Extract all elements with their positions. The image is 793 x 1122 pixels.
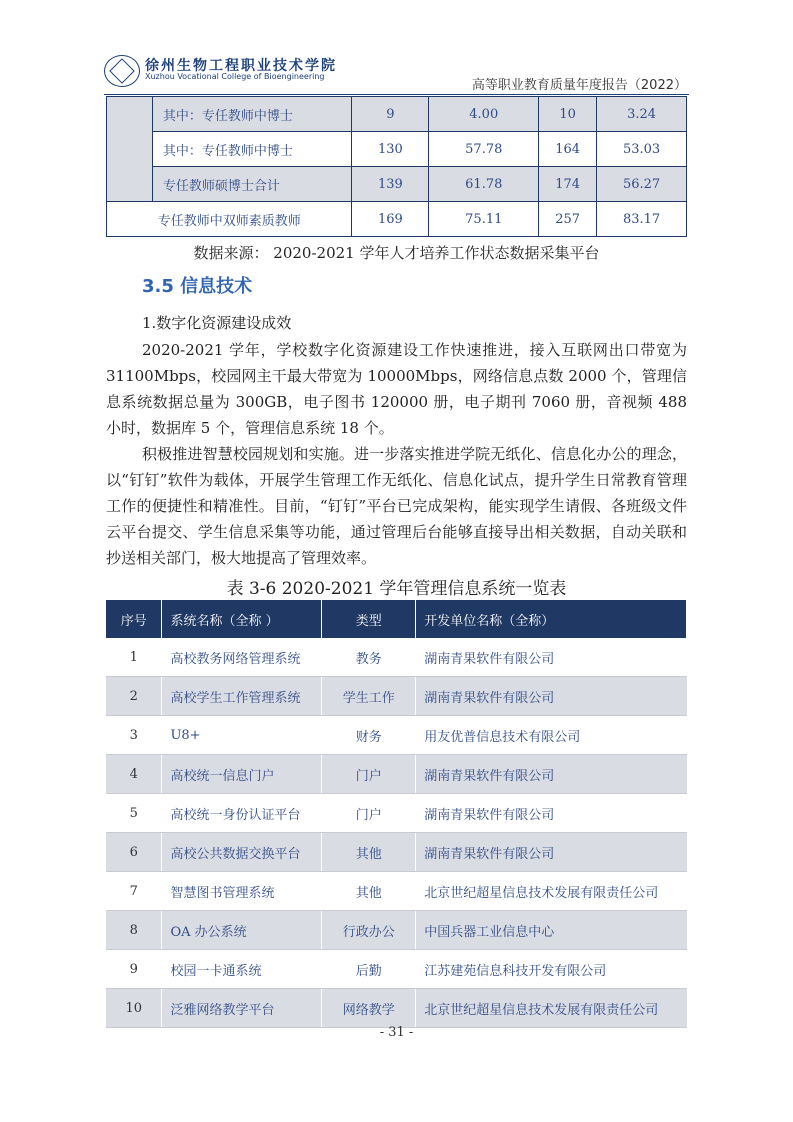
paragraph: 积极推进智慧校园规划和实施。进一步落实推进学院无纸化、信息化办公的理念，以“钉钉”软件为载体，开展学生管理工作无纸化、信息化试点，提升学生日常教育管理工作的便捷性和精准性。目前，“钉钉”平台已完成架构，能实现学生请假、各班级文件云平台提交、学生信息采集等功能，通过管理后台能够直接导出相关数据，自动关联和抄送相关部门，极大地提高了管理效率。 bbox=[106, 445, 687, 567]
cell-value: 169 bbox=[352, 202, 429, 237]
column-header: 系统名称（全称 ） bbox=[162, 600, 322, 638]
table-row bbox=[107, 202, 687, 237]
cell-name: 高校教务网络管理系统 bbox=[162, 638, 322, 677]
cell-no: 7 bbox=[106, 872, 162, 911]
teacher-qualification-table bbox=[106, 96, 687, 237]
table-row bbox=[106, 677, 687, 716]
cell-value: 9 bbox=[352, 97, 429, 132]
page-header bbox=[0, 0, 793, 96]
cell-developer: 湖南青果软件有限公司 bbox=[416, 755, 687, 794]
header-divider bbox=[104, 94, 689, 95]
cell-name: 智慧图书管理系统 bbox=[162, 872, 322, 911]
section-title: 3.5 信息技术 bbox=[142, 276, 253, 297]
cell-no: 3 bbox=[106, 716, 162, 755]
cell-value: 75.11 bbox=[429, 202, 539, 237]
cell-value: 10 bbox=[539, 97, 597, 132]
cell-value: 139 bbox=[352, 167, 429, 202]
row-label: 专任教师中双师素质教师 bbox=[107, 202, 352, 237]
page-number: - 31 - bbox=[379, 1025, 414, 1040]
management-systems-table bbox=[106, 600, 687, 1028]
cell-developer: 湖南青果软件有限公司 bbox=[416, 794, 687, 833]
report-title: 高等职业教育质量年度报告（2022） bbox=[471, 78, 687, 93]
table-row bbox=[106, 833, 687, 872]
cell-developer: 江苏建苑信息科技开发有限公司 bbox=[416, 950, 687, 989]
cell-name: U8+ bbox=[162, 716, 322, 755]
cell-name: 高校公共数据交换平台 bbox=[162, 833, 322, 872]
table-row bbox=[106, 755, 687, 794]
table-row bbox=[106, 638, 687, 677]
cell-value: 61.78 bbox=[429, 167, 539, 202]
cell-value: 83.17 bbox=[597, 202, 687, 237]
row-label: 专任教师硕博士合计 bbox=[152, 167, 352, 202]
cell-name: 泛雅网络教学平台 bbox=[162, 989, 322, 1028]
cell-type: 网络教学 bbox=[322, 989, 416, 1028]
cell-type: 其他 bbox=[322, 833, 416, 872]
data-source-note: 数据来源： 2020-2021 学年人才培养工作状态数据采集平台 bbox=[193, 244, 600, 262]
cell-value: 130 bbox=[352, 132, 429, 167]
cell-developer: 湖南青果软件有限公司 bbox=[416, 638, 687, 677]
cell-type: 教务 bbox=[322, 638, 416, 677]
column-header: 开发单位名称（全称） bbox=[416, 600, 687, 638]
cell-value: 56.27 bbox=[597, 167, 687, 202]
cell-value: 53.03 bbox=[597, 132, 687, 167]
cell-name: 高校统一身份认证平台 bbox=[162, 794, 322, 833]
cell-no: 8 bbox=[106, 911, 162, 950]
cell-type: 门户 bbox=[322, 755, 416, 794]
cell-value: 164 bbox=[539, 132, 597, 167]
row-label: 其中：专任教师中博士 bbox=[152, 97, 352, 132]
cell-value: 57.78 bbox=[429, 132, 539, 167]
table-row bbox=[106, 716, 687, 755]
cell-developer: 用友优普信息技术有限公司 bbox=[416, 716, 687, 755]
table-row bbox=[107, 97, 687, 132]
table-row bbox=[107, 132, 687, 167]
merged-category-cell bbox=[107, 97, 153, 202]
cell-value: 3.24 bbox=[597, 97, 687, 132]
table-row bbox=[106, 872, 687, 911]
column-header: 类型 bbox=[322, 600, 416, 638]
subheading: 1.数字化资源建设成效 bbox=[142, 314, 292, 332]
cell-type: 其他 bbox=[322, 872, 416, 911]
cell-name: OA 办公系统 bbox=[162, 911, 322, 950]
cell-no: 4 bbox=[106, 755, 162, 794]
cell-name: 校园一卡通系统 bbox=[162, 950, 322, 989]
cell-name: 高校统一信息门户 bbox=[162, 755, 322, 794]
cell-no: 2 bbox=[106, 677, 162, 716]
table-row bbox=[106, 989, 687, 1028]
cell-developer: 湖南青果软件有限公司 bbox=[416, 833, 687, 872]
cell-developer: 北京世纪超星信息技术发展有限责任公司 bbox=[416, 872, 687, 911]
cell-type: 后勤 bbox=[322, 950, 416, 989]
college-name-cn: 徐州生物工程职业技术学院 bbox=[145, 58, 337, 74]
cell-value: 174 bbox=[539, 167, 597, 202]
cell-no: 5 bbox=[106, 794, 162, 833]
college-name-en: Xuzhou Vocational College of Bioengineering bbox=[145, 72, 325, 81]
cell-developer: 湖南青果软件有限公司 bbox=[416, 677, 687, 716]
paragraph: 2020-2021 学年，学校数字化资源建设工作快速推进，接入互联网出口带宽为 31100Mbps，校园网主干最大带宽为 10000Mbps，网络信息点数 2000 个，管理信息系统数据总量为 300GB，电子图书 120000 册，电子期刊 7060 册，音视频 488 小时，数据库 5 个，管理信息系统 18 个。 bbox=[106, 341, 687, 437]
table-row bbox=[106, 911, 687, 950]
table-row bbox=[106, 950, 687, 989]
table-header-row bbox=[106, 600, 687, 638]
cell-name: 高校学生工作管理系统 bbox=[162, 677, 322, 716]
cell-no: 1 bbox=[106, 638, 162, 677]
cell-no: 9 bbox=[106, 950, 162, 989]
cell-no: 6 bbox=[106, 833, 162, 872]
table-row bbox=[106, 794, 687, 833]
cell-type: 学生工作 bbox=[322, 677, 416, 716]
table-row bbox=[107, 167, 687, 202]
cell-value: 257 bbox=[539, 202, 597, 237]
cell-type: 门户 bbox=[322, 794, 416, 833]
cell-no: 10 bbox=[106, 989, 162, 1028]
cell-type: 财务 bbox=[322, 716, 416, 755]
cell-developer: 北京世纪超星信息技术发展有限责任公司 bbox=[416, 989, 687, 1028]
cell-value: 4.00 bbox=[429, 97, 539, 132]
column-header: 序号 bbox=[106, 600, 162, 638]
table-caption: 表 3-6 2020-2021 学年管理信息系统一览表 bbox=[226, 579, 567, 599]
row-label: 其中：专任教师中博士 bbox=[152, 132, 352, 167]
cell-type: 行政办公 bbox=[322, 911, 416, 950]
cell-developer: 中国兵器工业信息中心 bbox=[416, 911, 687, 950]
college-logo-seal-icon bbox=[104, 55, 140, 87]
